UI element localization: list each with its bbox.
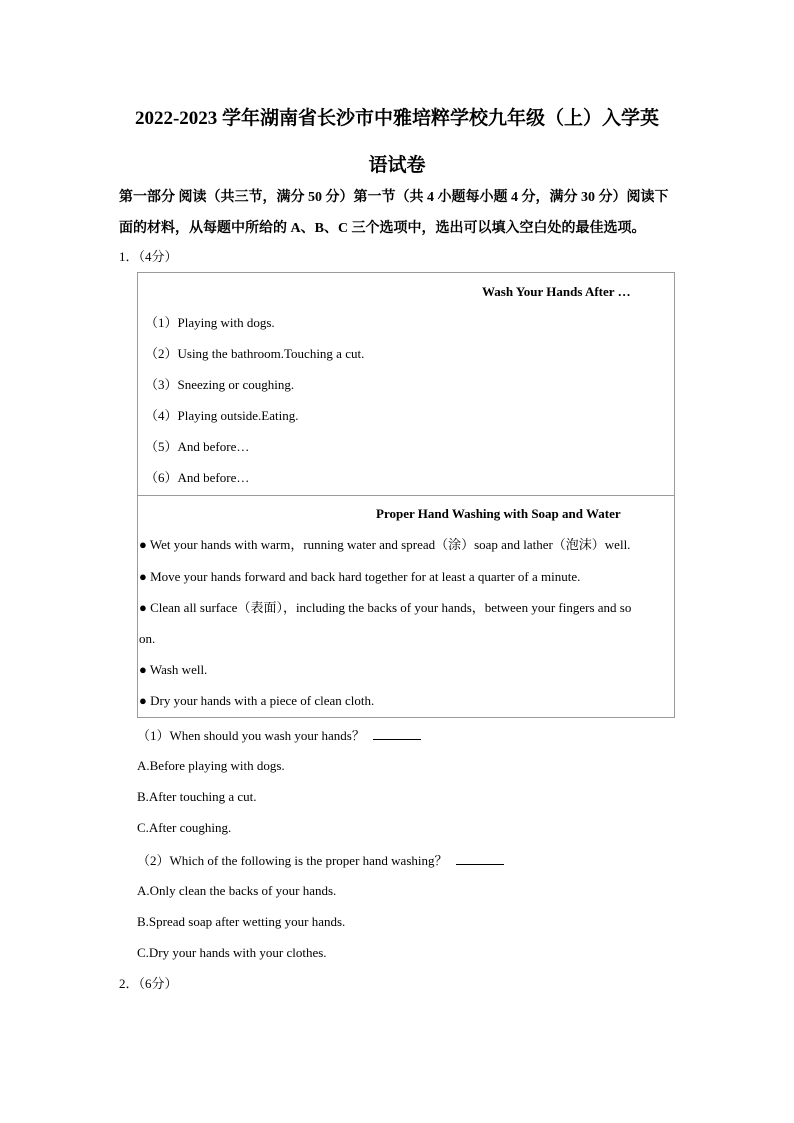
passage-heading-wash: Wash Your Hands After …	[482, 284, 631, 299]
sub-question-2	[137, 850, 504, 871]
bullet-item: ● Dry your hands with a piece of clean cloth.	[139, 693, 375, 708]
answer-blank[interactable]	[456, 850, 504, 865]
option-b: B.After touching a cut.	[137, 789, 257, 804]
exam-title-line1: 2022-2023 学年湖南省长沙市中雅培粹学校九年级（上）入学英	[134, 108, 660, 129]
bullet-item: ● Move your hands forward and back hard together for at least a quarter of a minute.	[139, 569, 581, 584]
list-item: （3）Sneezing or coughing.	[145, 377, 295, 392]
list-item: （5）And before…	[145, 439, 250, 454]
section-instructions: 第一部分 阅读（共三节，满分 50 分）第一节（共 4 小题每小题 4 分，满分 30 分）阅读下面的材料，从每题中所给的 A、B、C 三个选项中，选出可以填入空白处的最佳选项。	[119, 190, 669, 236]
bullet-item: ● Clean all surface（表面），including the backs of your hands，between your fingers and so	[139, 600, 632, 615]
option-c: C.After coughing.	[137, 820, 232, 835]
sub-question-2-text: （2）Which of the following is the proper hand washing？	[137, 853, 448, 868]
answer-blank[interactable]	[373, 725, 421, 740]
bullet-item-continued: on.	[139, 631, 156, 646]
option-a: A.Only clean the backs of your hands.	[137, 883, 337, 898]
option-c: C.Dry your hands with your clothes.	[137, 945, 327, 960]
option-b: B.Spread soap after wetting your hands.	[137, 914, 346, 929]
list-item: （4）Playing outside.Eating.	[145, 408, 299, 423]
passage-heading-proper: Proper Hand Washing with Soap and Water	[376, 506, 621, 521]
list-item: （1）Playing with dogs.	[145, 315, 275, 330]
bullet-item: ● Wash well.	[139, 662, 208, 677]
list-item: （6）And before…	[145, 470, 250, 485]
sub-question-1-text: （1）When should you wash your hands？	[137, 728, 365, 743]
sub-question-1	[137, 725, 421, 746]
question-1-label: 1．（4分）	[119, 249, 178, 264]
bullet-item: ● Wet your hands with warm，running water and spread（涂）soap and lather（泡沫）well.	[139, 537, 631, 552]
question-2-label: 2．（6分）	[119, 976, 178, 991]
passage-divider	[137, 495, 675, 496]
exam-title-line2: 语试卷	[368, 155, 426, 176]
option-a: A.Before playing with dogs.	[137, 758, 285, 773]
list-item: （2）Using the bathroom.Touching a cut.	[145, 346, 365, 361]
